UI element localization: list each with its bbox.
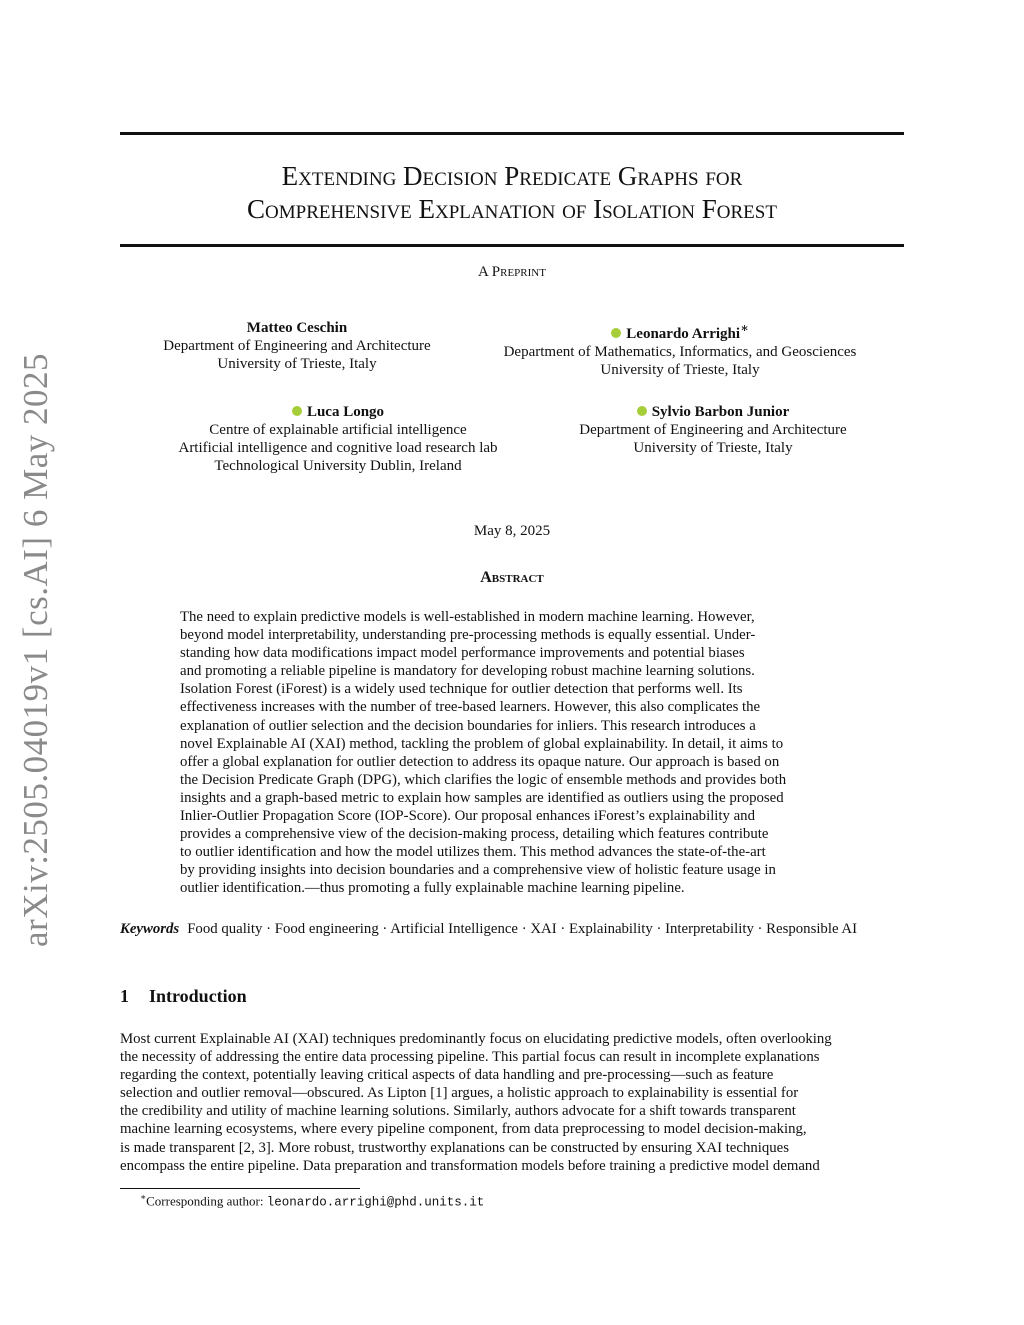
author-affiliation: University of Trieste, Italy <box>217 356 377 372</box>
author-block <box>140 319 454 373</box>
author-affiliation: Artificial intelligence and cognitive load research lab <box>178 440 498 456</box>
keywords-list: Food quality · Food engineering · Artificial Intelligence · XAI · Explainability · Interpretability · Responsible AI <box>187 921 858 937</box>
abstract-line: offer a global explanation for outlier detection to address its opaque nature. Our approach is based on <box>180 753 780 770</box>
preprint-label: A Preprint <box>478 264 546 280</box>
title-rule-bottom <box>120 244 904 247</box>
section-heading <box>120 986 247 1007</box>
author-affiliation: Department of Engineering and Architecture <box>163 338 431 354</box>
abstract-line: standing how data modifications impact model performance improvements and potential biases <box>180 645 745 662</box>
abstract-line: novel Explainable AI (XAI) method, tackling the problem of global explainability. In detail, it aims to <box>180 735 784 752</box>
intro-line: selection and outlier removal—obscured. As Lipton [1] argues, a holistic approach to explainability is essential for <box>120 1085 799 1102</box>
keywords <box>120 920 904 938</box>
author-affiliation: Department of Mathematics, Informatics, and Geosciences <box>503 344 857 360</box>
corresponding-marker: ∗ <box>740 321 749 335</box>
intro-line: is made transparent [2, 3]. More robust, trustworthy explanations can be constructed by ensuring XAI techniques <box>120 1139 789 1156</box>
title-rule-top <box>120 132 904 135</box>
author-block <box>472 319 888 379</box>
footnote-marker: ∗ <box>140 1192 147 1202</box>
footnote-text: Corresponding author: <box>146 1193 267 1209</box>
abstract-text <box>180 608 844 898</box>
abstract-heading: Abstract <box>480 569 544 586</box>
footnote-rule <box>120 1188 360 1189</box>
intro-line: Most current Explainable AI (XAI) techniques predominantly focus on elucidating predictive models, often overlooking <box>120 1031 832 1047</box>
abstract-line: the Decision Predicate Graph (DPG), which clarifies the logic of ensemble methods and provides both <box>180 771 787 788</box>
abstract-line: Isolation Forest (iForest) is a widely used technique for outlier detection that performs well. Its <box>180 681 743 698</box>
intro-line: the necessity of addressing the entire data processing pipeline. This partial focus can result in incomplete explanations <box>120 1049 820 1066</box>
abstract-line: outlier identification.—thus promoting a fully explainable machine learning pipeline. <box>180 880 685 897</box>
intro-line: machine learning ecosystems, where every pipeline component, from data preprocessing to model decision-making, <box>120 1121 807 1138</box>
abstract-line: The need to explain predictive models is well-established in modern machine learning. However, <box>180 609 755 625</box>
abstract-line: provides a comprehensive view of the decision-making process, detailing which features contribute <box>180 826 769 843</box>
abstract-line: insights and a graph-based metric to explain how samples are identified as outliers using the proposed <box>180 789 784 806</box>
abstract-line: effectiveness increases with the number of tree-based learners. However, this also complicates the <box>180 699 761 716</box>
author-name: Matteo Ceschin <box>246 320 348 336</box>
intro-line: regarding the context, potentially leaving critical aspects of data handling and pre-processing—such as feature <box>120 1067 774 1084</box>
abstract-line: by providing insights into decision boundaries and a comprehensive view of holistic feature usage in <box>180 862 776 879</box>
title-line: Comprehensive Explanation of Isolation Forest <box>247 194 777 224</box>
abstract-line: explanation of outlier selection and the decision boundaries for inliers. This research introduces a <box>180 717 756 734</box>
footnote <box>140 1192 484 1209</box>
author-affiliation: Centre of explainable artificial intelligence <box>209 422 467 438</box>
orcid-icon[interactable] <box>637 406 647 416</box>
abstract-line: Inlier-Outlier Propagation Score (IOP-Score). Our proposal enhances iForest’s explainability and <box>180 808 755 825</box>
author-affiliation: University of Trieste, Italy <box>633 440 793 456</box>
arxiv-identifier: arXiv:2505.04019v1 [cs.AI] 6 May 2025 <box>16 353 55 947</box>
keywords-label: Keywords <box>120 921 180 937</box>
author-block <box>140 403 536 475</box>
author-affiliation: Department of Engineering and Architecture <box>579 422 847 438</box>
paper-title <box>120 160 904 226</box>
title-line: Extending Decision Predicate Graphs for <box>281 161 743 191</box>
section-title: Introduction <box>149 986 247 1006</box>
author-name: Luca Longo <box>140 403 536 421</box>
intro-line: the credibility and utility of machine learning solutions. Similarly, authors advocate for a shift towards transparent <box>120 1103 796 1120</box>
abstract-line: to outlier identification and how the model utilizes them. This method advances the state-of-the-art <box>180 844 766 861</box>
intro-line: encompass the entire pipeline. Data preparation and transformation models before training a predictive model demand <box>120 1157 820 1174</box>
author-name: Leonardo Arrighi∗ <box>472 319 888 343</box>
author-name: Sylvio Barbon Junior <box>548 403 878 421</box>
abstract-line: beyond model interpretability, understanding pre-processing methods is equally essential. Under- <box>180 627 756 644</box>
author-affiliation: University of Trieste, Italy <box>600 362 760 378</box>
corresponding-email[interactable]: leonardo.arrighi@phd.units.it <box>266 1195 485 1210</box>
section-number: 1 <box>120 986 129 1006</box>
orcid-icon[interactable] <box>611 328 621 338</box>
introduction-text <box>120 1030 904 1175</box>
author-affiliation: Technological University Dublin, Ireland <box>214 458 462 474</box>
abstract-line: and promoting a reliable pipeline is mandatory for developing robust machine learning solutions. <box>180 663 755 680</box>
author-block <box>548 403 878 457</box>
paper-date: May 8, 2025 <box>473 523 551 539</box>
orcid-icon[interactable] <box>292 406 302 416</box>
